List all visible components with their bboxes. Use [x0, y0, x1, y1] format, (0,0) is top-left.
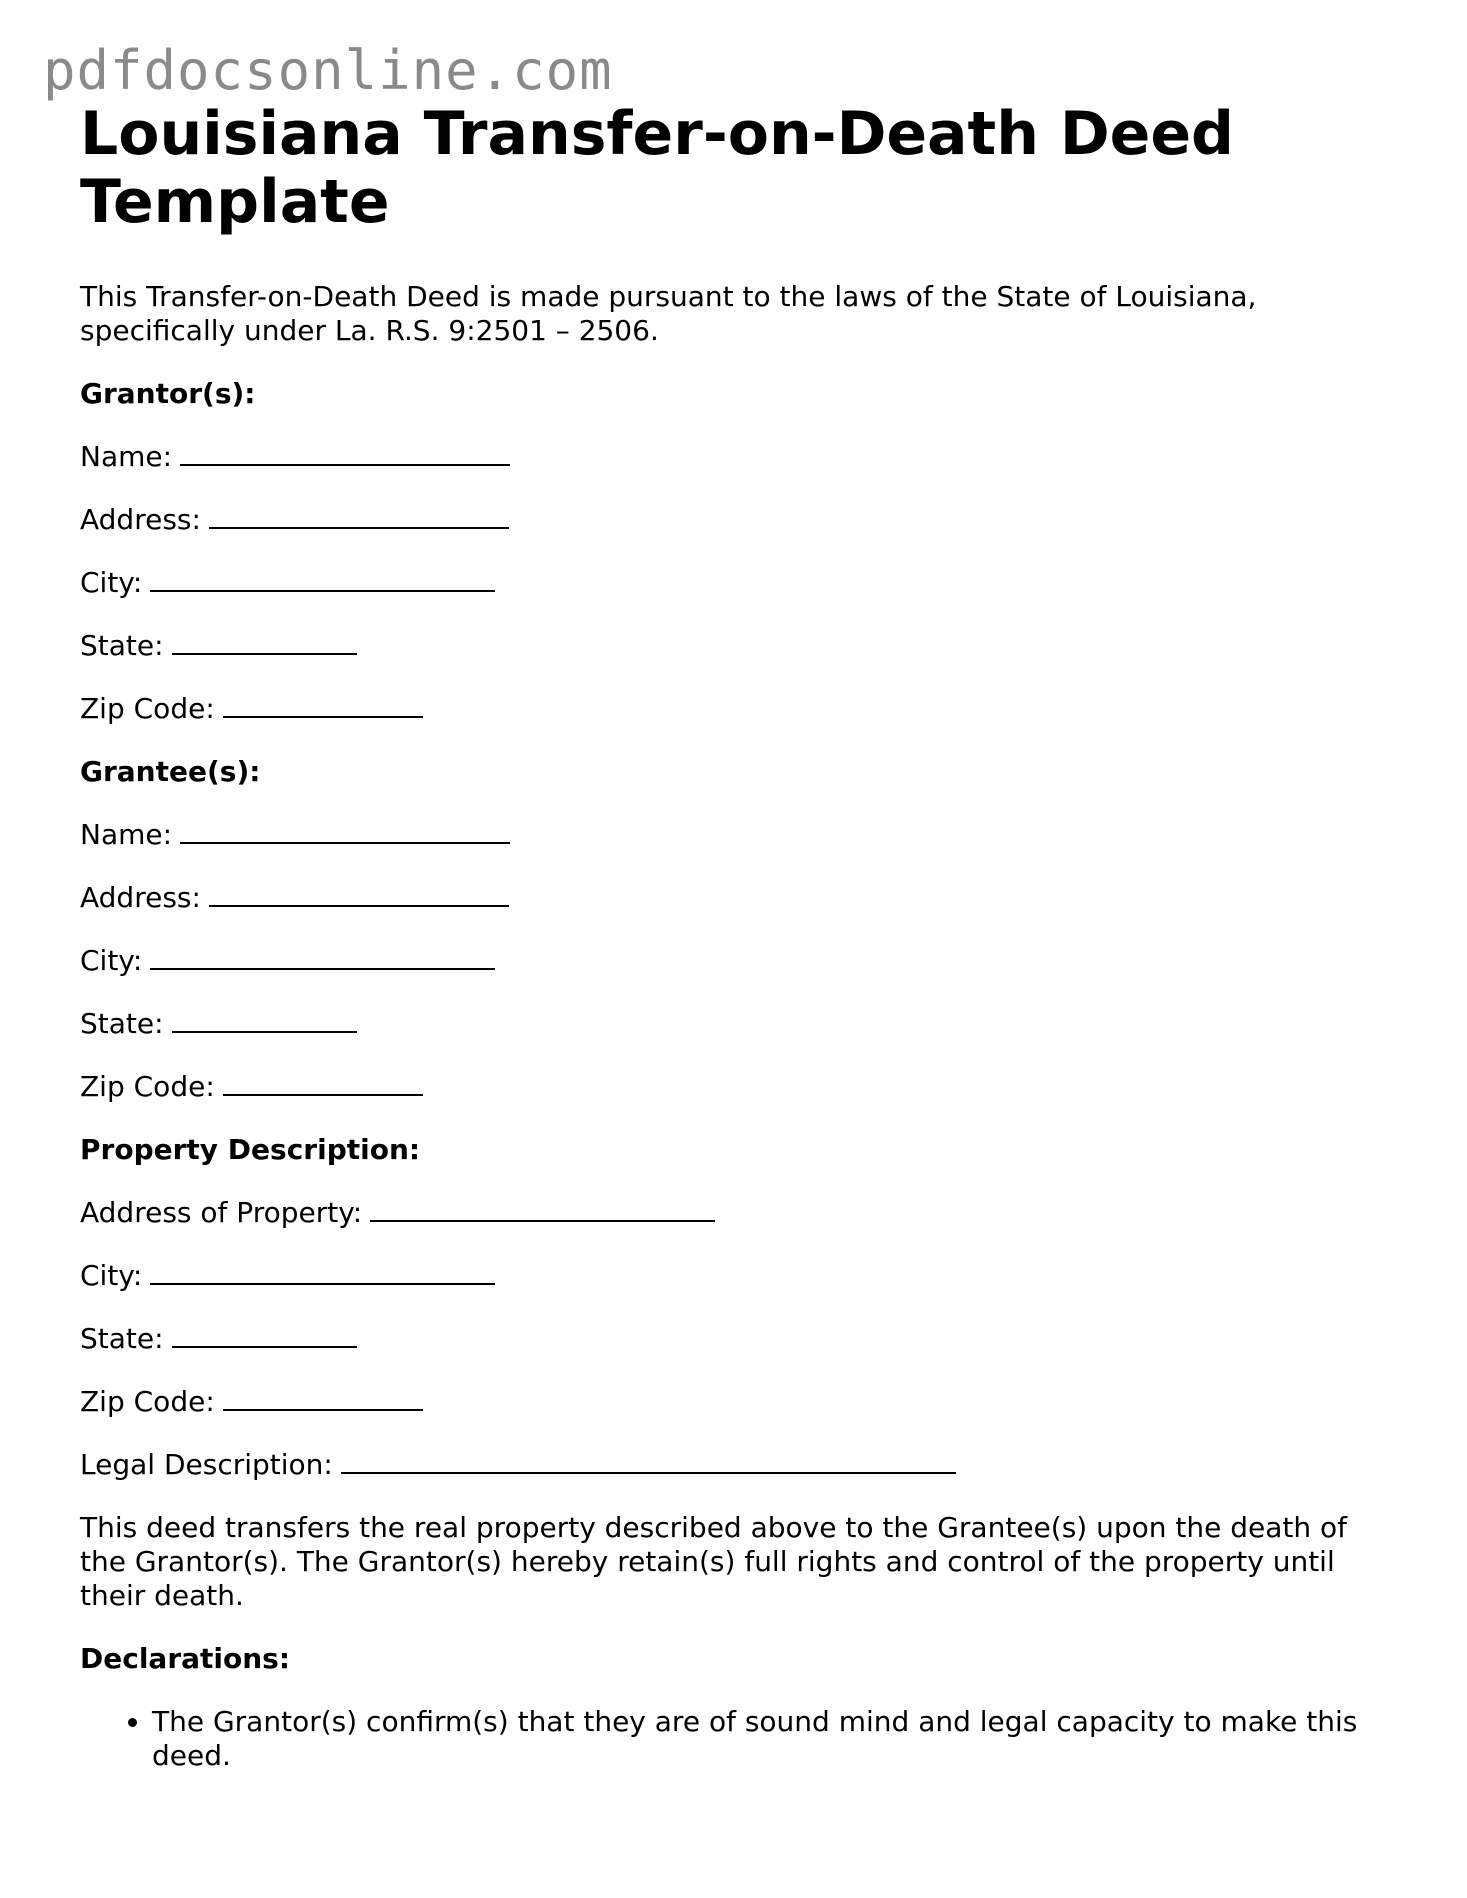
declarations-list — [80, 1705, 1400, 1773]
grantor-name-blank[interactable] — [180, 442, 510, 466]
property-address-blank[interactable] — [370, 1198, 715, 1222]
page-title: Louisiana Transfer-on-Death Deed Template — [80, 99, 1234, 237]
declaration-item: • The Grantor(s) confirm(s) that they are of sound mind and legal capacity to make this deed. — [152, 1705, 1402, 1773]
property-address-field — [80, 1196, 1400, 1230]
grantor-name-field — [80, 440, 1400, 474]
grantor-zip-field — [80, 692, 1400, 726]
intro-paragraph: This Transfer-on-Death Deed is made pursuant to the laws of the State of Louisiana, specifically under La. R.S. 9:2501 – 2506. — [80, 280, 1257, 347]
grantee-address-field — [80, 881, 1400, 915]
declarations-heading: Declarations: — [80, 1642, 291, 1675]
grantee-zip-label: Zip Code: — [80, 1070, 215, 1103]
grantee-name-label: Name: — [80, 818, 173, 851]
grantee-name-field — [80, 818, 1400, 852]
grantee-address-blank[interactable] — [209, 883, 509, 907]
property-state-field — [80, 1322, 1400, 1356]
grantor-state-label: State: — [80, 629, 164, 662]
grantee-name-blank[interactable] — [180, 820, 510, 844]
grantee-heading: Grantee(s): — [80, 755, 261, 788]
grantor-city-label: City: — [80, 566, 143, 599]
grantor-state-field — [80, 629, 1400, 663]
grantor-state-blank[interactable] — [172, 631, 357, 655]
property-city-field — [80, 1259, 1400, 1293]
grantee-city-field — [80, 944, 1400, 978]
grantee-address-label: Address: — [80, 881, 201, 914]
grantee-city-label: City: — [80, 944, 143, 977]
property-address-label: Address of Property: — [80, 1196, 363, 1229]
watermark: pdfdocsonline.com — [43, 39, 613, 102]
property-legal-label: Legal Description: — [80, 1448, 333, 1481]
grantor-name-label: Name: — [80, 440, 173, 473]
grantee-zip-field — [80, 1070, 1400, 1104]
property-zip-blank[interactable] — [223, 1387, 423, 1411]
property-state-label: State: — [80, 1322, 164, 1355]
property-legal-blank[interactable] — [341, 1450, 956, 1474]
grantor-zip-label: Zip Code: — [80, 692, 215, 725]
grantor-address-blank[interactable] — [209, 505, 509, 529]
grantor-address-label: Address: — [80, 503, 201, 536]
grantee-zip-blank[interactable] — [223, 1072, 423, 1096]
grantor-zip-blank[interactable] — [223, 694, 423, 718]
grantee-state-label: State: — [80, 1007, 164, 1040]
grantor-city-blank[interactable] — [150, 568, 495, 592]
property-legal-field — [80, 1448, 1400, 1482]
property-zip-field — [80, 1385, 1400, 1419]
grantor-city-field — [80, 566, 1400, 600]
grantee-state-blank[interactable] — [172, 1009, 357, 1033]
property-state-blank[interactable] — [172, 1324, 357, 1348]
grantor-heading: Grantor(s): — [80, 377, 256, 410]
property-zip-label: Zip Code: — [80, 1385, 215, 1418]
document-body — [80, 100, 1400, 1773]
property-city-label: City: — [80, 1259, 143, 1292]
grantee-city-blank[interactable] — [150, 946, 495, 970]
grantor-address-field — [80, 503, 1400, 537]
property-city-blank[interactable] — [150, 1261, 495, 1285]
transfer-paragraph: This deed transfers the real property described above to the Grantee(s) upon the death of the Grantor(s). The Grantor(s) hereby retain(s) full rights and control of the property until their death. — [80, 1511, 1348, 1612]
property-heading: Property Description: — [80, 1133, 421, 1166]
grantee-state-field — [80, 1007, 1400, 1041]
